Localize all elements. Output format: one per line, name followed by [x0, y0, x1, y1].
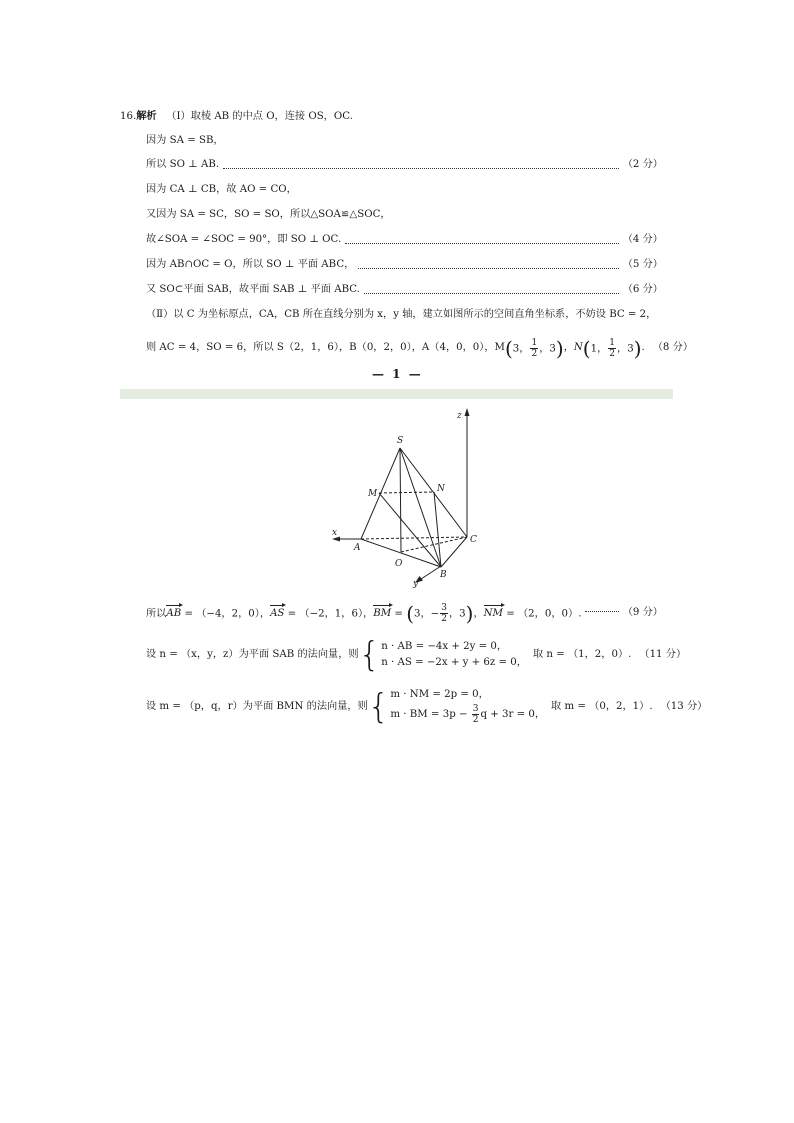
equation: m · BM = 3p − $\frac{3}{2}$ q + 3r = 0，	[390, 703, 546, 725]
point-m-coords: (3， $\frac{1}{2}$ ，3)	[504, 336, 564, 360]
step-line	[146, 308, 656, 322]
score-points: （11 分）	[639, 649, 687, 660]
vector-list: 所以AB = （−4，2，0），AS = （−2，1，6），BM = (3，− $\frac{3}{2}$ ，3)，NM = （2，0，0）.	[146, 601, 582, 625]
step-text: 设 n = （x，y，z）为平面 SAB 的法向量，则	[146, 649, 359, 660]
leader-dots	[585, 611, 618, 612]
step-text: 因为 AB∩OC = O，所以 SO ⊥ 平面 ABC，	[146, 259, 355, 270]
score-points: （5 分）	[622, 259, 663, 270]
part-one-label: （Ⅰ）	[166, 111, 191, 122]
leader-dots	[223, 168, 619, 169]
label-m: M	[368, 489, 378, 499]
label-s: S	[397, 436, 404, 446]
step-text: 因为 CA ⊥ CB，故 AO = CO，	[146, 184, 297, 195]
leader-dots	[364, 293, 619, 294]
step-text: （Ⅱ）以 C 为坐标原点，CA，CB 所在直线分别为 x，y 轴，建立如图所示的空间直角坐标系，不妨设 BC = 2，	[146, 309, 657, 320]
score-points: （6 分）	[622, 284, 663, 295]
solution-header	[120, 109, 353, 124]
step-text: 所以 SO ⊥ AB.	[146, 159, 220, 170]
step-line-vectors	[146, 601, 663, 625]
label-n: N	[437, 484, 445, 494]
label-x: x	[332, 528, 338, 538]
equation-system: { n · AB = −4x + 2y = 0， n · AS = −2x + y + 6z = 0，	[358, 635, 527, 675]
score-points: （13 分）	[660, 701, 708, 712]
step-text: 又因为 SA = SC，SO = SO，所以△SOA≌△SOC，	[146, 209, 391, 220]
step-text: 取棱 AB 的中点 O，连接 OS，OC.	[190, 111, 353, 122]
step-line-normal-n	[146, 635, 687, 675]
step-text: 设 m = （p，q，r）为平面 BMN 的法向量，则	[146, 701, 368, 712]
score-points: （2 分）	[622, 159, 663, 170]
leader-dots	[358, 268, 618, 269]
label-o: O	[395, 559, 403, 569]
step-line	[146, 183, 297, 197]
equation: n · AS = −2x + y + 6z = 0，	[381, 657, 527, 668]
z-axis-arrow	[465, 408, 470, 416]
point-n-coords: (1， $\frac{1}{2}$ ，3)	[582, 336, 642, 360]
page-separator-band	[120, 389, 673, 399]
step-line-scored	[146, 158, 663, 172]
label-y: y	[413, 579, 419, 589]
step-text: 因为 SA = SB，	[146, 135, 224, 146]
label-a: A	[354, 543, 361, 553]
step-line-coordinates: 则 AC = 4，SO = 6，所以 S（2，1，6），B（0，2，0），A（4，0，0），M (3， $\frac{1}{2}$ ，3) ， N (1， $\frac{1}{2}$ ，3) . （8 分）	[146, 336, 694, 360]
step-text: 则 AC = 4，SO = 6，所以 S（2，1，6），B（0，2，0），A（4，0，0），M	[146, 342, 505, 353]
question-number: 16.	[120, 111, 137, 122]
equation: m · NM = 2p = 0，	[390, 689, 489, 700]
score-points: （9 分）	[622, 607, 663, 618]
solution-label: 解析	[136, 110, 157, 122]
equation-system: { m · NM = 2p = 0， m · BM = 3p − $\frac{3}{2}$ q + 3r = 0，	[367, 687, 546, 727]
score-points: （8 分）	[652, 342, 694, 353]
step-line-scored	[146, 233, 663, 247]
step-text: 又 SO⊂平面 SAB，故平面 SAB ⊥ 平面 ABC.	[146, 284, 360, 295]
label-z: z	[457, 411, 462, 421]
leader-dots	[345, 243, 619, 244]
label-b: B	[440, 570, 447, 580]
step-line-scored	[146, 283, 663, 297]
step-line-normal-m	[146, 684, 708, 730]
step-line-scored	[146, 258, 663, 272]
pyramid-figure	[330, 405, 490, 590]
step-line	[146, 208, 391, 222]
equation: n · AB = −4x + 2y = 0，	[381, 641, 508, 652]
score-points: （4 分）	[622, 234, 663, 245]
label-c: C	[470, 535, 477, 545]
step-text: 取 n = （1，2，0）.	[532, 649, 632, 660]
page-number: — 1 —	[372, 367, 423, 381]
step-text: 取 m = （0，2，1）.	[551, 701, 653, 712]
step-line	[146, 134, 224, 148]
step-text: 故∠SOA = ∠SOC = 90°，即 SO ⊥ OC.	[146, 234, 342, 245]
